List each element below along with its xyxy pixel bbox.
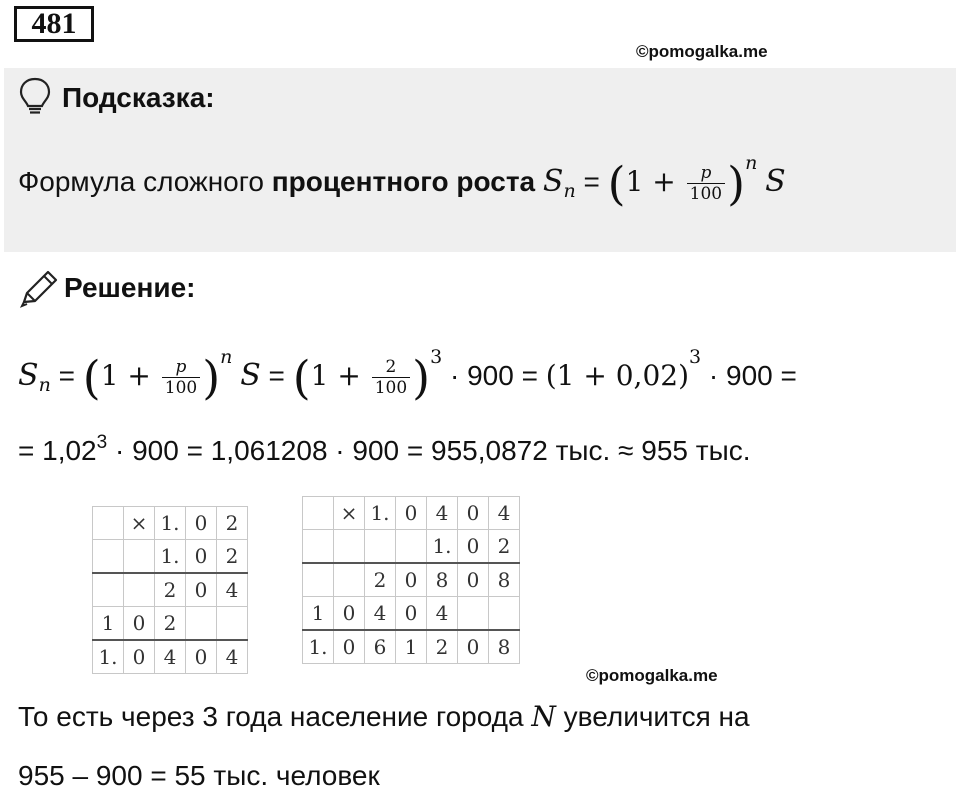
table-row (303, 497, 520, 530)
table-cell: 0 (396, 597, 427, 631)
table-cell: 1 (303, 597, 334, 631)
table-cell (489, 597, 520, 631)
solution-line-2: = $1,02^3 \cdot 900 = 1,061208 \cdot 900 = 955,0872$ тыс. ≈ 955 тыс. (18, 432, 751, 466)
table-cell: 4 (217, 573, 248, 607)
table-cell (93, 540, 124, 574)
pencil-icon (18, 268, 60, 313)
table-cell: 0 (124, 607, 155, 641)
table-cell: 4 (489, 497, 520, 530)
table-cell (365, 530, 396, 564)
table-cell: 0 (186, 573, 217, 607)
table-cell: 1. (427, 530, 458, 564)
table-cell: × (334, 497, 365, 530)
table-row (303, 563, 520, 597)
table-cell: 0 (458, 630, 489, 664)
table-row (303, 597, 520, 631)
table-cell (124, 573, 155, 607)
table-cell: 4 (155, 640, 186, 674)
table-row (93, 640, 248, 674)
table-cell: 0 (458, 530, 489, 564)
table-cell: 0 (396, 563, 427, 597)
table-cell (303, 497, 334, 530)
table-cell: 1. (365, 497, 396, 530)
fraction: $\frac{p}{100}$ (162, 357, 200, 398)
table-row (93, 507, 248, 540)
table-cell (334, 563, 365, 597)
table-cell: 1. (93, 640, 124, 674)
table-cell: 8 (489, 630, 520, 664)
table-cell (186, 607, 217, 641)
table-cell: 2 (217, 540, 248, 574)
hint-text-plain: Формула сложного (18, 166, 272, 197)
solution-line-1: $S_n = (1$ + $\frac{p}{100}$ )$^n$ S = (1 + $\frac{2}{100}$ )$^3 \cdot 900 = (1 + 0,02)^3 \cdot 900$ = (18, 346, 797, 405)
solution-title: Решение: (64, 272, 196, 303)
hint-text-bold: процентного роста (271, 166, 536, 197)
table-cell: 8 (489, 563, 520, 597)
table-cell: 4 (427, 497, 458, 530)
fraction: $\frac{2}{100}$ (372, 357, 410, 398)
table-cell: 2 (489, 530, 520, 564)
conclusion-line-2: 955 – 900 = 55 тыс. человек (18, 760, 380, 791)
table-row (93, 573, 248, 607)
table-cell: 0 (458, 497, 489, 530)
table-cell: 0 (124, 640, 155, 674)
table-cell (396, 530, 427, 564)
table-cell: 1 (93, 607, 124, 641)
table-cell (217, 607, 248, 641)
table-cell: 6 (365, 630, 396, 664)
table-cell: 2 (155, 607, 186, 641)
table-cell (93, 507, 124, 540)
table-cell (334, 530, 365, 564)
table-cell (124, 540, 155, 574)
conclusion-line-1: То есть через 3 года население города N увеличится на (18, 700, 750, 733)
hint-text: Формула сложного процентного роста $S_n = (1$ + $\frac{p}{100}$ )$^n$ S (18, 152, 786, 211)
table-row (93, 607, 248, 641)
multiplication-table-1 (92, 506, 248, 674)
hint-title: Подсказка: (62, 82, 215, 113)
table-cell (458, 597, 489, 631)
table-cell: 2 (427, 630, 458, 664)
problem-number: 481 (14, 6, 94, 42)
table-cell: 1 (396, 630, 427, 664)
table-row (93, 540, 248, 574)
table-cell: 0 (186, 507, 217, 540)
table-cell: 0 (186, 640, 217, 674)
table-cell: 0 (334, 630, 365, 664)
table-cell: 8 (427, 563, 458, 597)
table-cell: 0 (396, 497, 427, 530)
table-cell: 4 (427, 597, 458, 631)
fraction: $\frac{p}{100}$ (687, 163, 725, 204)
multiplication-table-2 (302, 496, 520, 664)
table-cell: 4 (217, 640, 248, 674)
table-cell: 4 (365, 597, 396, 631)
table-cell: 0 (458, 563, 489, 597)
table-cell: 1. (155, 540, 186, 574)
table-cell (303, 563, 334, 597)
table-cell (93, 573, 124, 607)
table-cell: 2 (365, 563, 396, 597)
table-row (303, 530, 520, 564)
table-cell: 2 (155, 573, 186, 607)
table-cell: 0 (186, 540, 217, 574)
table-cell: 0 (334, 597, 365, 631)
watermark-bottom: ©pomogalka.me (586, 666, 718, 685)
table-cell: × (124, 507, 155, 540)
lightbulb-icon (18, 76, 52, 121)
table-cell (303, 530, 334, 564)
table-cell: 1. (303, 630, 334, 664)
watermark-top: ©pomogalka.me (636, 42, 768, 61)
table-cell: 2 (217, 507, 248, 540)
table-cell: 1. (155, 507, 186, 540)
table-row (303, 630, 520, 664)
